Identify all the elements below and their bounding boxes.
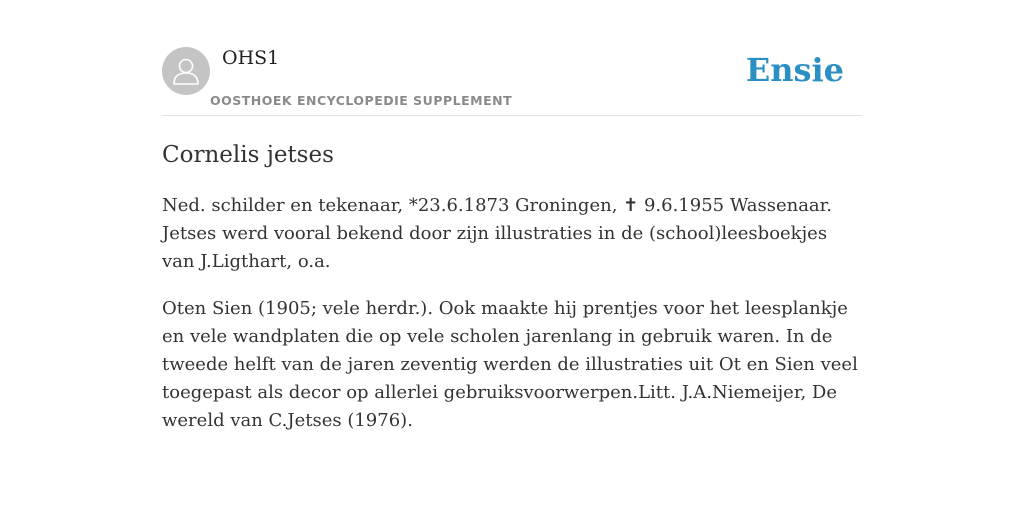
entry-paragraph: Oten Sien (1905; vele herdr.). Ook maakte hij prentjes voor het leesplankje en vele wandplaten die op vele scholen jarenlang in gebruik waren. In de tweede helft van de jaren zeventig werden de illustraties uit Ot en Sien veel toegepast als decor op allerlei gebruiksvoorwerpen.Litt. J.A.Niemeijer, De wereld van C.Jetses (1976).	[162, 298, 858, 431]
content-container	[162, 0, 862, 431]
entry-header	[162, 0, 862, 116]
username-link[interactable]: OHS1	[222, 47, 280, 69]
source-label[interactable]: OOSTHOEK ENCYCLOPEDIE SUPPLEMENT	[210, 93, 513, 108]
brand-logo[interactable]: Ensie	[745, 51, 844, 89]
entry-title: Cornelis jetses	[162, 142, 334, 168]
entry-paragraph: Ned. schilder en tekenaar, *23.6.1873 Groningen, ✝ 9.6.1955 Wassenaar. Jetses werd vooral bekend door zijn illustraties in de (school)leesboekjes van J.Ligthart, o.a.	[162, 195, 833, 272]
avatar[interactable]	[162, 47, 210, 95]
user-icon	[172, 56, 200, 86]
